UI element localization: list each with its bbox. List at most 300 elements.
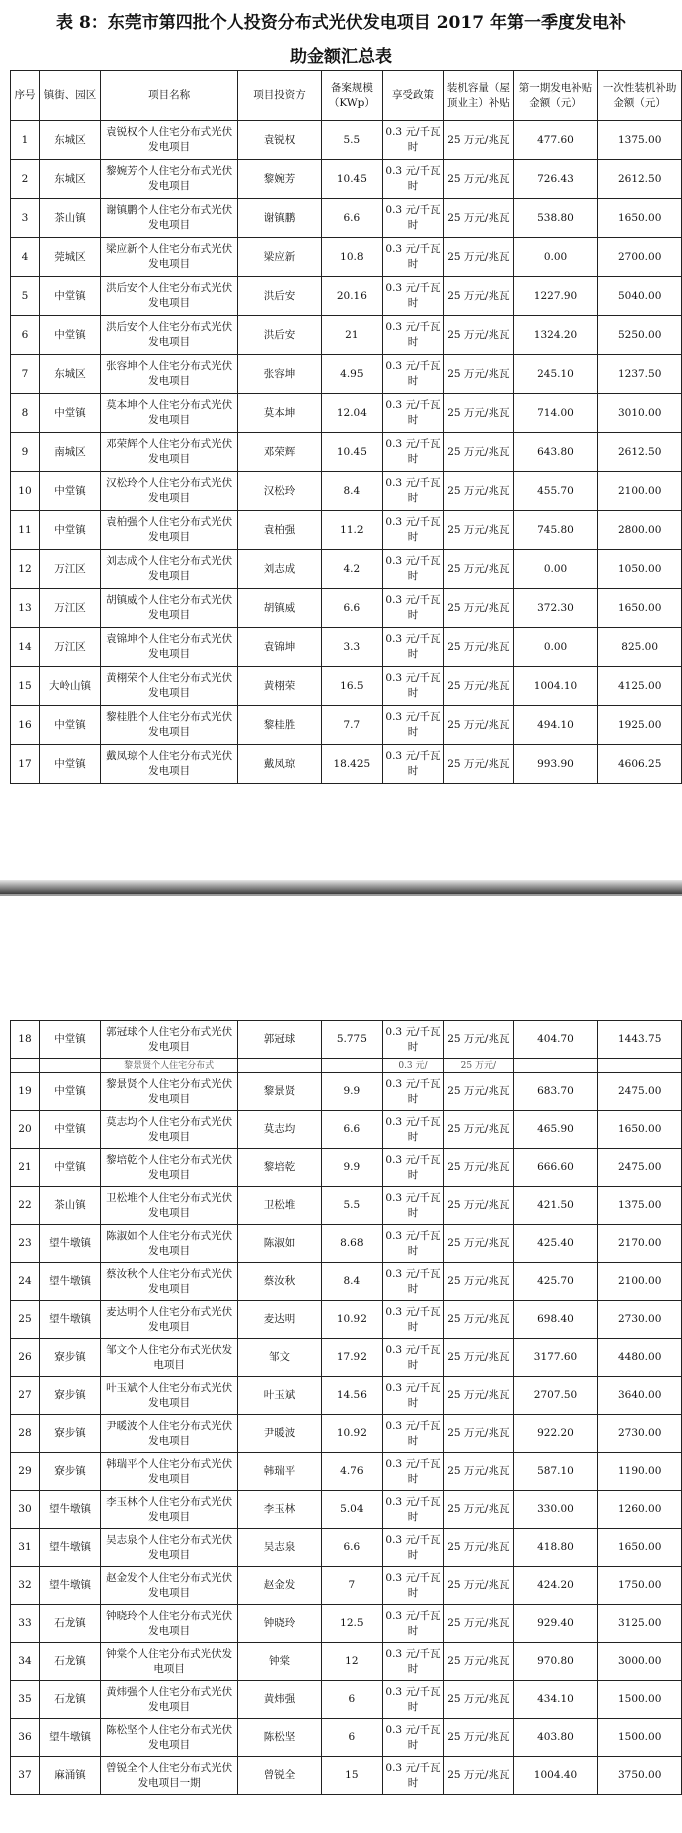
table-cell: 黎景贤个人住宅分布式 xyxy=(101,1059,238,1073)
table-cell: 吴志泉 xyxy=(238,1529,322,1567)
table-cell: 23 xyxy=(11,1225,40,1263)
table-cell: 莫志均个人住宅分布式光伏发电项目 xyxy=(101,1111,238,1149)
table-cell: 3.3 xyxy=(321,628,382,667)
table-cell: 20 xyxy=(11,1111,40,1149)
table-cell: 36 xyxy=(11,1719,40,1757)
table-row xyxy=(11,1681,682,1719)
table-cell: 0.3 元/千瓦时 xyxy=(382,1225,443,1263)
table-cell: 0.3 元/千瓦时 xyxy=(382,628,443,667)
table-cell: 25 万元/兆瓦 xyxy=(444,199,514,238)
page-title xyxy=(0,6,682,74)
table-cell: 袁锦坤 xyxy=(238,628,322,667)
table-cell xyxy=(238,1059,322,1073)
table-cell: 1375.00 xyxy=(598,1187,682,1225)
table-cell: 黎桂胜 xyxy=(238,706,322,745)
table-cell: 0.3 元/千瓦时 xyxy=(382,199,443,238)
table-cell: 970.80 xyxy=(513,1643,598,1681)
table-cell: 望牛墩镇 xyxy=(39,1263,100,1301)
table-cell: 7.7 xyxy=(321,706,382,745)
table-cell: 望牛墩镇 xyxy=(39,1225,100,1263)
table-cell: 麦达明 xyxy=(238,1301,322,1339)
table-cell: 韩瑞平个人住宅分布式光伏发电项目 xyxy=(101,1453,238,1491)
table-cell: 李玉林个人住宅分布式光伏发电项目 xyxy=(101,1491,238,1529)
table-cell: 钟棠 xyxy=(238,1643,322,1681)
table-cell: 中堂镇 xyxy=(39,1021,100,1059)
table-cell: 0.3 元/千瓦时 xyxy=(382,589,443,628)
table-cell: 谢镇鹏 xyxy=(238,199,322,238)
table-cell: 5250.00 xyxy=(598,316,682,355)
table-row xyxy=(11,1377,682,1415)
table-row xyxy=(11,1643,682,1681)
table-cell: 25 万元/兆瓦 xyxy=(444,1453,514,1491)
table-cell: 8.4 xyxy=(321,1263,382,1301)
table-cell: 寮步镇 xyxy=(39,1453,100,1491)
table-row xyxy=(11,433,682,472)
subsidy-table-page-1 xyxy=(10,70,682,784)
table-row xyxy=(11,706,682,745)
table-cell: 17.92 xyxy=(321,1339,382,1377)
table-cell: 赵金发个人住宅分布式光伏发电项目 xyxy=(101,1567,238,1605)
table-cell: 1004.10 xyxy=(513,667,598,706)
table-cell: 黄栩荣 xyxy=(238,667,322,706)
table-cell: 1237.50 xyxy=(598,355,682,394)
table-cell: 15 xyxy=(11,667,40,706)
table-cell: 0.00 xyxy=(513,628,598,667)
table-cell: 25 万元/兆瓦 xyxy=(444,1719,514,1757)
table-row xyxy=(11,1263,682,1301)
table-cell: 10.92 xyxy=(321,1301,382,1339)
table-row xyxy=(11,1757,682,1795)
table-cell: 万江区 xyxy=(39,550,100,589)
table-row xyxy=(11,1567,682,1605)
table-cell: 404.70 xyxy=(513,1021,598,1059)
table-cell: 万江区 xyxy=(39,589,100,628)
table-cell: 钟晓玲 xyxy=(238,1605,322,1643)
table-cell: 494.10 xyxy=(513,706,598,745)
table-cell: 1925.00 xyxy=(598,706,682,745)
table-row xyxy=(11,160,682,199)
table-row xyxy=(11,1301,682,1339)
table-cell: 石龙镇 xyxy=(39,1681,100,1719)
table-cell: 21 xyxy=(321,316,382,355)
header-cell: 项目名称 xyxy=(101,71,238,121)
table-cell: 6.6 xyxy=(321,199,382,238)
title-line-2: 助金额汇总表 xyxy=(290,47,392,67)
table-cell: 0.3 元/千瓦时 xyxy=(382,121,443,160)
table-cell: 黎景贤个人住宅分布式光伏发电项目 xyxy=(101,1073,238,1111)
table-cell: 22 xyxy=(11,1187,40,1225)
table-row xyxy=(11,1021,682,1059)
table-cell: 10.45 xyxy=(321,433,382,472)
table-row xyxy=(11,1415,682,1453)
table-cell: 3125.00 xyxy=(598,1605,682,1643)
table-cell: 中堂镇 xyxy=(39,511,100,550)
table-cell: 17 xyxy=(11,745,40,784)
table-cell: 25 万元/兆瓦 xyxy=(444,316,514,355)
table-cell: 0.3 元/千瓦时 xyxy=(382,1681,443,1719)
table-cell: 12.04 xyxy=(321,394,382,433)
table-cell: 424.20 xyxy=(513,1567,598,1605)
table-cell: 587.10 xyxy=(513,1453,598,1491)
table-cell: 1 xyxy=(11,121,40,160)
table-cell: 中堂镇 xyxy=(39,394,100,433)
table-cell: 25 万元/兆瓦 xyxy=(444,1263,514,1301)
table-cell: 中堂镇 xyxy=(39,1111,100,1149)
table-cell: 梁应新个人住宅分布式光伏发电项目 xyxy=(101,238,238,277)
table-cell: 25 万元/兆瓦 xyxy=(444,160,514,199)
table-cell: 25 万元/兆瓦 xyxy=(444,1605,514,1643)
table-cell: 曾锐全 xyxy=(238,1757,322,1795)
table-row xyxy=(11,628,682,667)
table-cell: 莫本坤 xyxy=(238,394,322,433)
table-cell: 胡镇威 xyxy=(238,589,322,628)
table-cell: 韩瑞平 xyxy=(238,1453,322,1491)
table-cell: 东城区 xyxy=(39,121,100,160)
table-cell: 0.3 元/千瓦时 xyxy=(382,355,443,394)
table-cell: 425.70 xyxy=(513,1263,598,1301)
table-cell: 5.5 xyxy=(321,121,382,160)
table-row-partial xyxy=(11,1059,682,1073)
table-cell xyxy=(11,1059,40,1073)
table-cell: 0.3 元/千瓦时 xyxy=(382,1567,443,1605)
table-row xyxy=(11,1453,682,1491)
table-cell: 中堂镇 xyxy=(39,472,100,511)
table-cell: 蔡汝秋 xyxy=(238,1263,322,1301)
table-cell: 尹暖波个人住宅分布式光伏发电项目 xyxy=(101,1415,238,1453)
table-cell: 0.3 元/千瓦时 xyxy=(382,277,443,316)
table-cell: 中堂镇 xyxy=(39,745,100,784)
table-cell: 洪后安 xyxy=(238,316,322,355)
table-cell: 3010.00 xyxy=(598,394,682,433)
table-cell: 25 万元/兆瓦 xyxy=(444,1567,514,1605)
table-cell: 莫志均 xyxy=(238,1111,322,1149)
table-cell: 中堂镇 xyxy=(39,1073,100,1111)
table-cell: 25 万元/ xyxy=(444,1059,514,1073)
table-cell: 922.20 xyxy=(513,1415,598,1453)
table-cell: 19 xyxy=(11,1073,40,1111)
table-cell: 825.00 xyxy=(598,628,682,667)
table-cell: 望牛墩镇 xyxy=(39,1301,100,1339)
table-cell: 25 万元/兆瓦 xyxy=(444,667,514,706)
table-row xyxy=(11,1187,682,1225)
table-cell: 1500.00 xyxy=(598,1719,682,1757)
table-cell: 16 xyxy=(11,706,40,745)
table-cell: 0.3 元/千瓦时 xyxy=(382,1605,443,1643)
table-cell: 33 xyxy=(11,1605,40,1643)
table-cell: 25 万元/兆瓦 xyxy=(444,1491,514,1529)
table-row xyxy=(11,355,682,394)
subsidy-table-page-2 xyxy=(10,1020,682,1795)
table-cell: 25 万元/兆瓦 xyxy=(444,394,514,433)
table-cell: 643.80 xyxy=(513,433,598,472)
table-cell: 1500.00 xyxy=(598,1681,682,1719)
table-cell: 5040.00 xyxy=(598,277,682,316)
table-cell: 714.00 xyxy=(513,394,598,433)
table-cell: 黄栩荣个人住宅分布式光伏发电项目 xyxy=(101,667,238,706)
table-row xyxy=(11,511,682,550)
table-cell: 0.3 元/千瓦时 xyxy=(382,238,443,277)
page-break-divider xyxy=(0,880,682,894)
table-cell: 25 万元/兆瓦 xyxy=(444,1187,514,1225)
table-cell: 25 万元/兆瓦 xyxy=(444,1111,514,1149)
table-cell: 1227.90 xyxy=(513,277,598,316)
table-cell: 曾锐全个人住宅分布式光伏发电项目一期 xyxy=(101,1757,238,1795)
table-cell: 石龙镇 xyxy=(39,1605,100,1643)
table-cell: 叶玉斌 xyxy=(238,1377,322,1415)
table-row xyxy=(11,1111,682,1149)
table-cell: 黎培乾 xyxy=(238,1149,322,1187)
table-header-row xyxy=(11,71,682,121)
table-cell: 袁锐权个人住宅分布式光伏发电项目 xyxy=(101,121,238,160)
table-row xyxy=(11,1605,682,1643)
table-cell: 0.3 元/千瓦时 xyxy=(382,511,443,550)
table-cell: 2612.50 xyxy=(598,160,682,199)
table-row xyxy=(11,550,682,589)
table-cell: 1050.00 xyxy=(598,550,682,589)
table-cell: 6 xyxy=(321,1719,382,1757)
table-cell: 25 万元/兆瓦 xyxy=(444,355,514,394)
table-cell: 25 万元/兆瓦 xyxy=(444,1021,514,1059)
table-cell: 寮步镇 xyxy=(39,1377,100,1415)
table-cell: 0.3 元/千瓦时 xyxy=(382,433,443,472)
table-cell: 0.3 元/千瓦时 xyxy=(382,1339,443,1377)
table-cell: 1443.75 xyxy=(598,1021,682,1059)
table-cell: 2700.00 xyxy=(598,238,682,277)
table-cell: 18.425 xyxy=(321,745,382,784)
table-cell: 8.68 xyxy=(321,1225,382,1263)
table-cell: 0.3 元/千瓦时 xyxy=(382,472,443,511)
table-cell: 372.30 xyxy=(513,589,598,628)
table-cell: 0.3 元/千瓦时 xyxy=(382,1073,443,1111)
table-cell: 21 xyxy=(11,1149,40,1187)
table-cell: 1750.00 xyxy=(598,1567,682,1605)
table-cell: 中堂镇 xyxy=(39,1149,100,1187)
table-cell: 418.80 xyxy=(513,1529,598,1567)
table-cell: 黄炜强 xyxy=(238,1681,322,1719)
table-cell: 东城区 xyxy=(39,160,100,199)
page-break-line xyxy=(0,894,682,896)
table-cell: 3177.60 xyxy=(513,1339,598,1377)
table-cell: 9 xyxy=(11,433,40,472)
table-cell: 李玉林 xyxy=(238,1491,322,1529)
table-cell: 0.3 元/千瓦时 xyxy=(382,1377,443,1415)
table-cell: 434.10 xyxy=(513,1681,598,1719)
table-cell: 0.3 元/千瓦时 xyxy=(382,1757,443,1795)
table-cell: 2170.00 xyxy=(598,1225,682,1263)
table-cell: 袁锐权 xyxy=(238,121,322,160)
table-row xyxy=(11,589,682,628)
table-cell: 0.3 元/千瓦时 xyxy=(382,316,443,355)
table-cell: 28 xyxy=(11,1415,40,1453)
table-row xyxy=(11,667,682,706)
table-cell: 胡镇威个人住宅分布式光伏发电项目 xyxy=(101,589,238,628)
table-cell: 0.3 元/千瓦时 xyxy=(382,667,443,706)
table-cell: 望牛墩镇 xyxy=(39,1567,100,1605)
table-cell: 25 万元/兆瓦 xyxy=(444,1415,514,1453)
table-cell: 2707.50 xyxy=(513,1377,598,1415)
table-cell: 0.3 元/千瓦时 xyxy=(382,1301,443,1339)
table-cell: 0.3 元/千瓦时 xyxy=(382,160,443,199)
table-cell xyxy=(598,1059,682,1073)
table-cell: 2 xyxy=(11,160,40,199)
table-cell: 0.3 元/千瓦时 xyxy=(382,1149,443,1187)
table-cell: 卫松堆 xyxy=(238,1187,322,1225)
table-cell: 25 万元/兆瓦 xyxy=(444,472,514,511)
table-cell: 3750.00 xyxy=(598,1757,682,1795)
table-cell: 梁应新 xyxy=(238,238,322,277)
table-cell: 10 xyxy=(11,472,40,511)
table-cell: 2612.50 xyxy=(598,433,682,472)
table-cell: 25 万元/兆瓦 xyxy=(444,1301,514,1339)
header-cell: 备案规模（KWp） xyxy=(321,71,382,121)
table-cell: 12 xyxy=(11,550,40,589)
table-cell: 666.60 xyxy=(513,1149,598,1187)
table-cell: 寮步镇 xyxy=(39,1339,100,1377)
table-cell: 35 xyxy=(11,1681,40,1719)
table-cell: 钟棠个人住宅分布式光伏发电项目 xyxy=(101,1643,238,1681)
table-cell: 4.76 xyxy=(321,1453,382,1491)
table-cell: 25 万元/兆瓦 xyxy=(444,1757,514,1795)
table-cell: 中堂镇 xyxy=(39,706,100,745)
table-cell: 30 xyxy=(11,1491,40,1529)
table-cell: 茶山镇 xyxy=(39,1187,100,1225)
table-cell: 745.80 xyxy=(513,511,598,550)
table-cell: 698.40 xyxy=(513,1301,598,1339)
table-cell: 张容坤个人住宅分布式光伏发电项目 xyxy=(101,355,238,394)
table-cell: 麻涌镇 xyxy=(39,1757,100,1795)
table-cell: 10.45 xyxy=(321,160,382,199)
table-cell: 465.90 xyxy=(513,1111,598,1149)
table-cell: 14 xyxy=(11,628,40,667)
table-row xyxy=(11,745,682,784)
table-cell: 4.2 xyxy=(321,550,382,589)
table-cell: 25 万元/兆瓦 xyxy=(444,1377,514,1415)
table-cell: 31 xyxy=(11,1529,40,1567)
table-cell: 9.9 xyxy=(321,1149,382,1187)
header-cell: 镇街、园区 xyxy=(39,71,100,121)
table-cell: 大岭山镇 xyxy=(39,667,100,706)
table-cell: 26 xyxy=(11,1339,40,1377)
table-cell: 石龙镇 xyxy=(39,1643,100,1681)
table-cell: 黎景贤 xyxy=(238,1073,322,1111)
table-cell: 郭冠球个人住宅分布式光伏发电项目 xyxy=(101,1021,238,1059)
table-cell: 赵金发 xyxy=(238,1567,322,1605)
table-row xyxy=(11,472,682,511)
header-cell: 序号 xyxy=(11,71,40,121)
table-cell: 5.5 xyxy=(321,1187,382,1225)
table-cell: 0.3 元/千瓦时 xyxy=(382,1529,443,1567)
table-row xyxy=(11,199,682,238)
table-cell: 东城区 xyxy=(39,355,100,394)
table-cell: 5.04 xyxy=(321,1491,382,1529)
table-cell: 14.56 xyxy=(321,1377,382,1415)
table-cell: 张容坤 xyxy=(238,355,322,394)
table-row xyxy=(11,1225,682,1263)
table-cell: 15 xyxy=(321,1757,382,1795)
table-cell: 黎婉芳 xyxy=(238,160,322,199)
table-cell: 0.3 元/ xyxy=(382,1059,443,1073)
table-cell: 16.5 xyxy=(321,667,382,706)
table-cell: 25 xyxy=(11,1301,40,1339)
table-cell: 25 万元/兆瓦 xyxy=(444,238,514,277)
table-cell: 邹文 xyxy=(238,1339,322,1377)
table-cell: 望牛墩镇 xyxy=(39,1719,100,1757)
table-cell: 陈松坚个人住宅分布式光伏发电项目 xyxy=(101,1719,238,1757)
table-cell xyxy=(513,1059,598,1073)
table-cell: 黎桂胜个人住宅分布式光伏发电项目 xyxy=(101,706,238,745)
table-cell: 993.90 xyxy=(513,745,598,784)
table-cell: 戴凤琼 xyxy=(238,745,322,784)
table-cell: 25 万元/兆瓦 xyxy=(444,1339,514,1377)
table-cell: 0.3 元/千瓦时 xyxy=(382,1719,443,1757)
table-row xyxy=(11,316,682,355)
table-cell: 洪后安 xyxy=(238,277,322,316)
table-cell: 24 xyxy=(11,1263,40,1301)
table-cell: 5 xyxy=(11,277,40,316)
table-cell: 11 xyxy=(11,511,40,550)
table-cell: 汉松玲 xyxy=(238,472,322,511)
table-cell: 12.5 xyxy=(321,1605,382,1643)
table-cell: 3640.00 xyxy=(598,1377,682,1415)
table-cell: 8.4 xyxy=(321,472,382,511)
table-cell: 6.6 xyxy=(321,1529,382,1567)
table-cell xyxy=(321,1059,382,1073)
table-row xyxy=(11,277,682,316)
table-cell: 6 xyxy=(11,316,40,355)
table-cell: 黄炜强个人住宅分布式光伏发电项目 xyxy=(101,1681,238,1719)
table-cell: 2475.00 xyxy=(598,1149,682,1187)
table-cell: 袁柏强 xyxy=(238,511,322,550)
header-cell: 项目投资方 xyxy=(238,71,322,121)
table-row xyxy=(11,1719,682,1757)
table-cell: 8 xyxy=(11,394,40,433)
table-cell: 25 万元/兆瓦 xyxy=(444,511,514,550)
table-cell: 4606.25 xyxy=(598,745,682,784)
table-cell: 邓荣辉 xyxy=(238,433,322,472)
table-cell: 寮步镇 xyxy=(39,1415,100,1453)
table-cell: 0.3 元/千瓦时 xyxy=(382,1111,443,1149)
table-cell: 25 万元/兆瓦 xyxy=(444,1643,514,1681)
table-cell: 麦达明个人住宅分布式光伏发电项目 xyxy=(101,1301,238,1339)
table-cell: 2100.00 xyxy=(598,1263,682,1301)
table-cell: 32 xyxy=(11,1567,40,1605)
table-cell: 2100.00 xyxy=(598,472,682,511)
table-cell: 18 xyxy=(11,1021,40,1059)
table-cell: 1650.00 xyxy=(598,199,682,238)
table-cell: 538.80 xyxy=(513,199,598,238)
table-cell: 0.3 元/千瓦时 xyxy=(382,745,443,784)
table-cell xyxy=(39,1059,100,1073)
table-cell: 25 万元/兆瓦 xyxy=(444,1529,514,1567)
table-cell: 叶玉斌个人住宅分布式光伏发电项目 xyxy=(101,1377,238,1415)
table-cell: 25 万元/兆瓦 xyxy=(444,706,514,745)
table-cell: 29 xyxy=(11,1453,40,1491)
header-cell: 一次性装机补助金额（元） xyxy=(598,71,682,121)
table-cell: 25 万元/兆瓦 xyxy=(444,1225,514,1263)
table-cell: 3 xyxy=(11,199,40,238)
table-row xyxy=(11,121,682,160)
table-cell: 403.80 xyxy=(513,1719,598,1757)
table-cell: 尹暖波 xyxy=(238,1415,322,1453)
table-cell: 25 万元/兆瓦 xyxy=(444,589,514,628)
header-cell: 享受政策 xyxy=(382,71,443,121)
table-cell: 0.3 元/千瓦时 xyxy=(382,1643,443,1681)
table-cell: 1324.20 xyxy=(513,316,598,355)
table-row xyxy=(11,394,682,433)
table-cell: 邓荣辉个人住宅分布式光伏发电项目 xyxy=(101,433,238,472)
table-cell: 1650.00 xyxy=(598,1111,682,1149)
table-cell: 茶山镇 xyxy=(39,199,100,238)
